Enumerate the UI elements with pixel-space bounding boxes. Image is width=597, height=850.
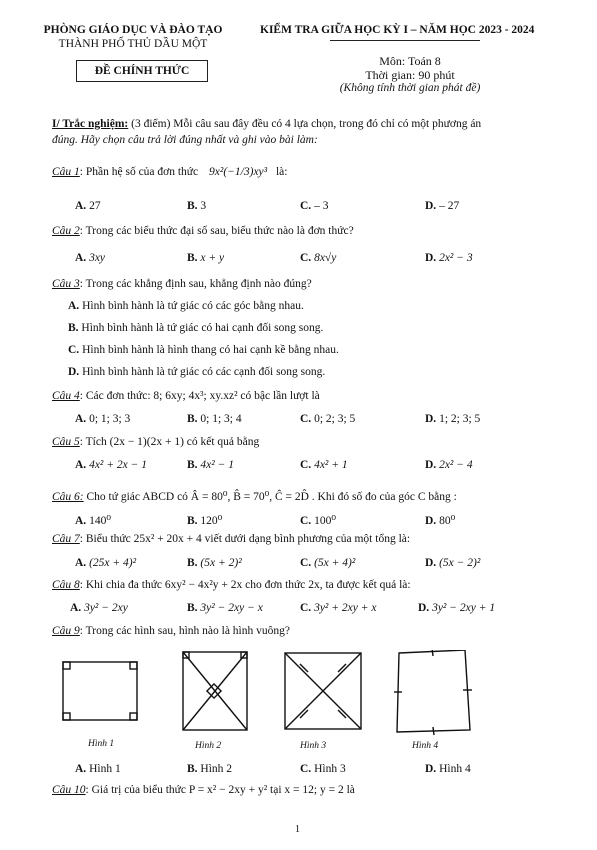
question-label: Câu 6: — [52, 491, 84, 503]
title-underline — [330, 40, 480, 41]
question-label: Câu 7 — [52, 533, 80, 545]
option-d[interactable]: D. 2x² − 4 — [425, 459, 473, 471]
option-a[interactable]: A. Hình bình hành là tứ giác có các góc bằng nhau. — [68, 300, 304, 312]
option-c[interactable]: C. 4x² + 1 — [300, 459, 348, 471]
question-text: : Trong các hình sau, hình nào là hình vuông? — [79, 625, 290, 637]
question-label: Câu 10 — [52, 784, 86, 796]
option-b[interactable]: B. 0; 1; 3; 4 — [187, 413, 242, 425]
option-c[interactable]: C. 0; 2; 3; 5 — [300, 413, 356, 425]
question-text: : Phần hệ số của đơn thức — [79, 166, 199, 178]
question-text: : Khi chia đa thức 6xy² − 4x²y + 2x cho đơn thức 2x, ta được kết quả là: — [79, 579, 411, 591]
figure-1-caption: Hình 1 — [88, 739, 115, 749]
section-title: I/ Trắc nghiệm: — [52, 118, 129, 130]
option-a[interactable]: A. 3y² − 2xy — [70, 602, 128, 614]
option-c[interactable]: C. 100⁰ — [300, 515, 336, 527]
question-6 — [52, 489, 457, 503]
option-b[interactable]: B. 120⁰ — [187, 515, 223, 527]
option-a[interactable]: A. 0; 1; 3; 3 — [75, 413, 131, 425]
city-name: THÀNH PHỐ THỦ DẦU MỘT — [58, 38, 208, 50]
options-row — [0, 459, 597, 475]
option-d[interactable]: D. – 27 — [425, 200, 460, 212]
option-a[interactable]: A. 140⁰ — [75, 515, 111, 527]
figure-2-caption: Hình 2 — [195, 741, 222, 751]
option-b[interactable]: B. 3 — [187, 200, 207, 212]
question-2 — [52, 225, 354, 237]
option-b[interactable]: B. x + y — [187, 252, 225, 264]
question-label: Câu 3 — [52, 278, 80, 290]
page-number: 1 — [295, 824, 300, 835]
section-intro-line2: đúng. Hãy chọn câu trả lời đúng nhất và ghi vào bài làm: — [52, 134, 318, 146]
question-label: Câu 8 — [52, 579, 80, 591]
exam-duration: Thời gian: 90 phút — [365, 68, 455, 82]
options-row — [0, 200, 597, 216]
option-d[interactable]: D. 2x² − 3 — [425, 252, 473, 264]
option-a[interactable]: A. 3xy — [75, 252, 106, 264]
option-b[interactable]: B. 3y² − 2xy − x — [187, 602, 263, 614]
question-label: Câu 2 — [52, 225, 80, 237]
option-a[interactable]: A. 27 — [75, 200, 101, 212]
figure-2-rhombus-diagonals — [183, 652, 247, 730]
options-row — [0, 602, 597, 618]
option-c[interactable]: C. 8x√y — [300, 252, 337, 264]
math-expression: 9x²(−1/3)xy³ — [209, 166, 268, 178]
option-c[interactable]: C. – 3 — [300, 200, 329, 212]
question-text: : Giá trị của biểu thức P = x² − 2xy + y² tại x = 12; y = 2 là — [85, 784, 355, 796]
figure-4-rhombus — [394, 650, 472, 735]
option-b[interactable]: B. (5x + 2)² — [187, 557, 242, 569]
options-row — [0, 763, 597, 779]
official-exam-box: ĐỀ CHÍNH THỨC — [76, 60, 208, 82]
figure-4-caption: Hình 4 — [412, 741, 439, 751]
figure-3-caption: Hình 3 — [300, 741, 327, 751]
question-text: : Biểu thức 25x² + 20x + 4 viết dưới dạng bình phương của một tổng là: — [79, 533, 411, 545]
question-label: Câu 5 — [52, 436, 80, 448]
option-b[interactable]: B. 4x² − 1 — [187, 459, 234, 471]
question-text: : Tích (2x − 1)(2x + 1) có kết quả bằng — [79, 436, 260, 448]
question-label: Câu 4 — [52, 390, 80, 402]
option-b[interactable]: B. Hình 2 — [187, 763, 233, 775]
options-row — [0, 557, 597, 573]
department-name: PHÒNG GIÁO DỤC VÀ ĐÀO TẠO — [43, 24, 223, 36]
options-row — [0, 413, 597, 429]
question-text: : Trong các biểu thức đại số sau, biểu thức nào là đơn thức? — [79, 225, 354, 237]
question-text: : Các đơn thức: 8; 6xy; 4x³; xy.xz² có bậc lần lượt là — [79, 390, 320, 402]
option-c[interactable]: C. (5x + 4)² — [300, 557, 356, 569]
section-intro-text: (3 điểm) Mỗi câu sau đây đều có 4 lựa chọn, trong đó chỉ có một phương án — [128, 118, 482, 130]
option-d[interactable]: D. 3y² − 2xy + 1 — [418, 602, 496, 614]
question-10 — [52, 784, 355, 796]
question-7 — [52, 533, 410, 545]
question-9 — [52, 625, 290, 637]
option-a[interactable]: A. (25x + 4)² — [75, 557, 137, 569]
figure-1-rectangle — [63, 662, 137, 720]
option-d[interactable]: D. Hình 4 — [425, 763, 471, 775]
section-intro — [52, 118, 481, 130]
option-c[interactable]: C. Hình bình hành là hình thang có hai cạnh kề bằng nhau. — [68, 344, 339, 356]
options-row — [0, 513, 597, 529]
option-c[interactable]: C. 3y² + 2xy + x — [300, 602, 377, 614]
exam-subject: Môn: Toán 8 — [379, 54, 441, 68]
question-label: Câu 9 — [52, 625, 80, 637]
exam-duration-note: (Không tính thời gian phát đề) — [339, 82, 481, 94]
option-d[interactable]: D. (5x − 2)² — [425, 557, 481, 569]
question-tail: là: — [275, 166, 288, 178]
option-d[interactable]: D. Hình bình hành là tứ giác có các cạnh đối song song. — [68, 366, 326, 378]
question-3 — [52, 278, 312, 290]
question-5 — [52, 436, 259, 448]
question-text: : Trong các khẳng định sau, khẳng định nào đúng? — [79, 278, 312, 290]
figure-3-square-diagonals — [285, 653, 361, 729]
exam-title: KIỂM TRA GIỮA HỌC KỲ I – NĂM HỌC 2023 - 2024 — [260, 24, 535, 36]
options-row — [0, 252, 597, 268]
question-1 — [52, 166, 287, 178]
question-8 — [52, 579, 411, 591]
question-label: Câu 1 — [52, 166, 80, 178]
question-4 — [52, 390, 320, 402]
option-c[interactable]: C. Hình 3 — [300, 763, 346, 775]
question-text: Cho tứ giác ABCD có Â = 80⁰, B̂ = 70⁰, Ĉ = 2D̂ . Khi đó số đo của góc C bằng : — [83, 491, 457, 503]
option-a[interactable]: A. Hình 1 — [75, 763, 121, 775]
option-d[interactable]: D. 1; 2; 3; 5 — [425, 413, 481, 425]
option-d[interactable]: D. 80⁰ — [425, 515, 456, 527]
option-a[interactable]: A. 4x² + 2x − 1 — [75, 459, 147, 471]
option-b[interactable]: B. Hình bình hành là tứ giác có hai cạnh đối song song. — [68, 322, 324, 334]
